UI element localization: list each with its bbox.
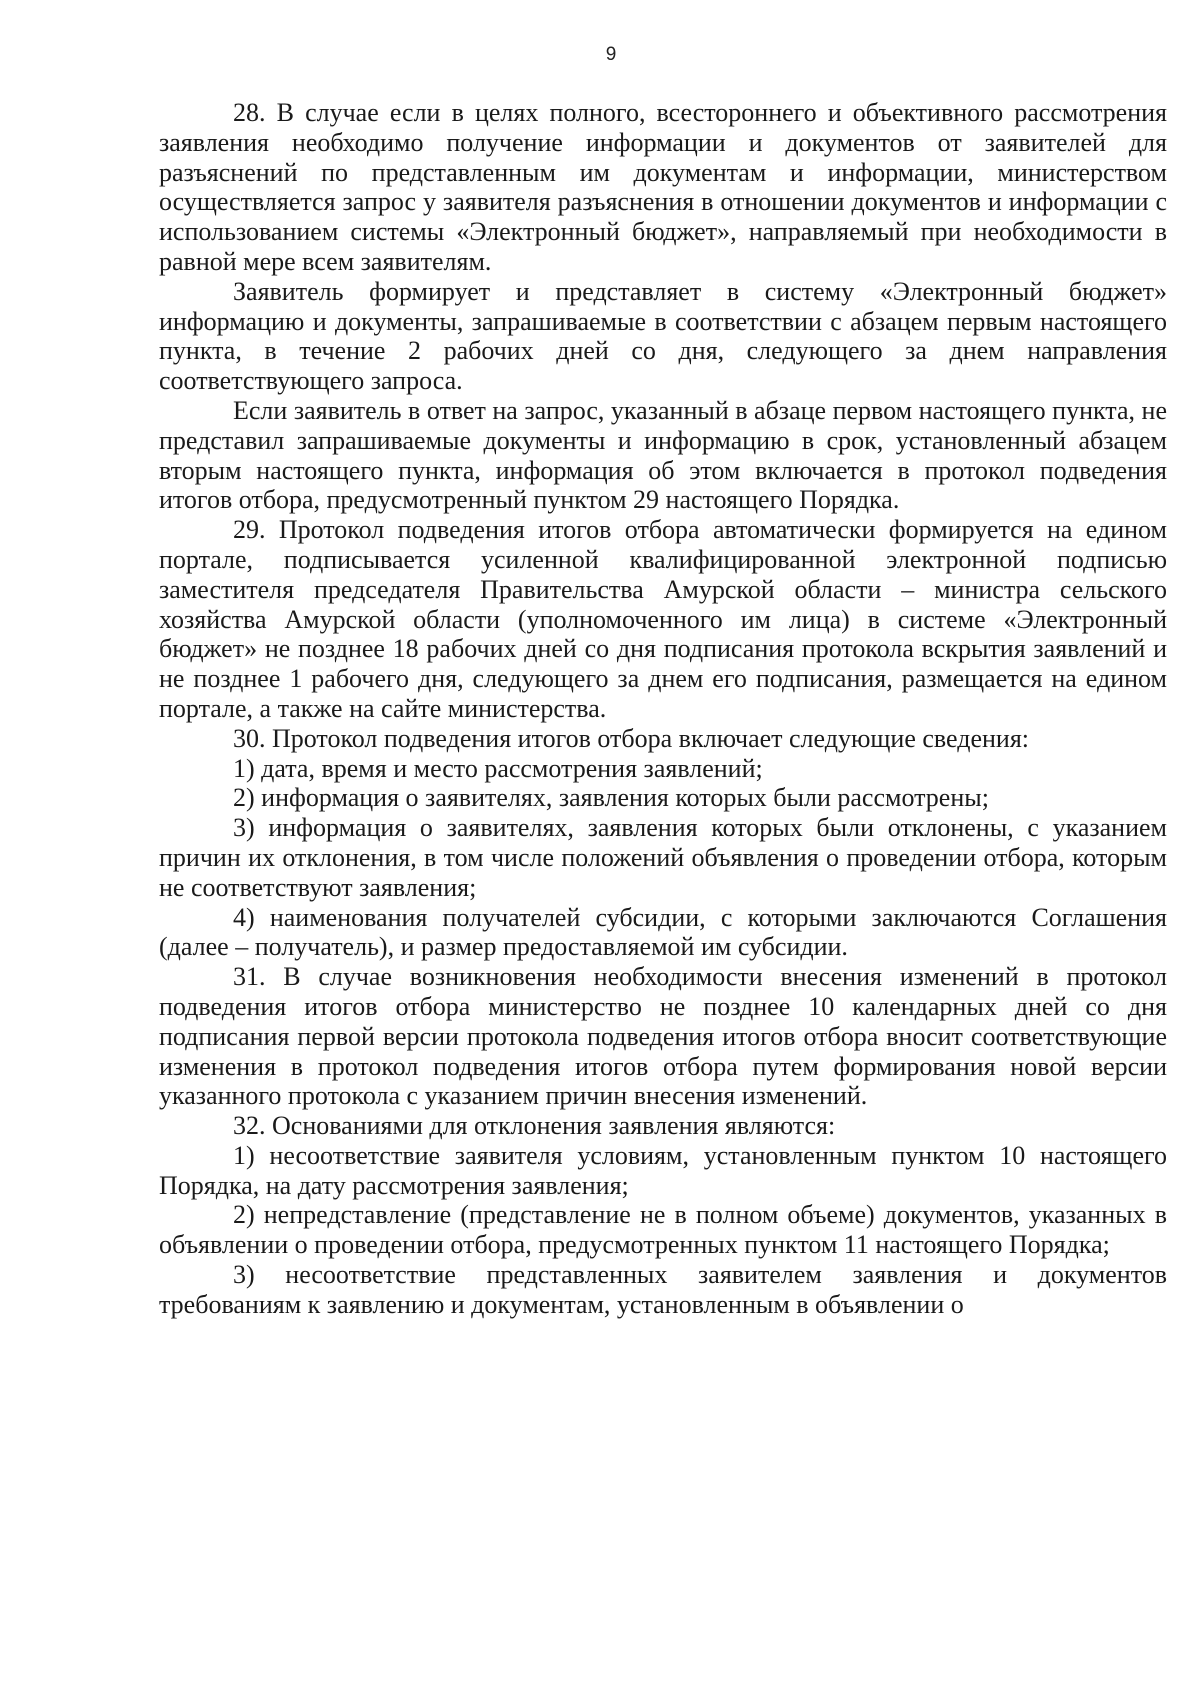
list-item-30-3: 3) информация о заявителях, заявления которых были отклонены, с указанием причин их отклонения, в том числе положений объявления о проведении отбора, которым не соответствуют заявления; [159,813,1167,902]
paragraph-28-applicant-response: Заявитель формирует и представляет в систему «Электронный бюджет» информацию и документы, запрашиваемые в соответствии с абзацем первым настоящего пункта, в течение 2 рабочих дней со дня, следующего за днем направления соответствующего запроса. [159,276,1167,396]
paragraph-28-no-response: Если заявитель в ответ на запрос, указанный в абзаце первом настоящего пункта, не представил запрашиваемые документы и информацию в срок, установленный абзацем вторым настоящего пункта, информация об этом включается в протокол подведения итогов отбора, предусмотренный пунктом 29 настоящего Порядка. [159,395,1167,515]
list-item-30-2: 2) информация о заявителях, заявления которых были рассмотрены; [233,783,989,813]
list-item-30-1: 1) дата, время и место рассмотрения заявлений; [233,753,763,783]
list-item-30-4: 4) наименования получателей субсидии, с которыми заключаются Соглашения (далее – получатель), и размер предоставляемой им субсидии. [159,902,1167,962]
list-item-32-1: 1) несоответствие заявителя условиям, установленным пунктом 10 настоящего Порядка, на дату рассмотрения заявления; [159,1140,1167,1200]
paragraph-29: 29. Протокол подведения итогов отбора автоматически формируется на едином портале, подписывается усиленной квалифицированной электронной подписью заместителя председателя Правительства Амурской области – министра сельского хозяйства Амурской области (уполномоченного им лица) в системе «Электронный бюджет» не позднее 18 рабочих дней со дня подписания протокола вскрытия заявлений и не позднее 1 рабочего дня, следующего за днем его подписания, размещается на едином портале, а также на сайте министерства. [159,515,1167,723]
paragraph-30: 30. Протокол подведения итогов отбора включает следующие сведения: [233,723,1029,753]
paragraph-31: 31. В случае возникновения необходимости внесения изменений в протокол подведения итогов отбора министерство не позднее 10 календарных дней со дня подписания первой версии протокола подведения итогов отбора вносит соответствующие изменения в протокол подведения итогов отбора путем формирования новой версии указанного протокола с указанием причин внесения изменений. [159,962,1167,1111]
paragraph-28: 28. В случае если в целях полного, всестороннего и объективного рассмотрения заявления необходимо получение информации и документов от заявителей для разъяснений по представленным им документам и информации, министерством осуществляется запрос у заявителя разъяснения в отношении документов и информации с использованием системы «Электронный бюджет», направляемый при необходимости в равной мере всем заявителям. [159,98,1167,276]
list-item-32-3: 3) несоответствие представленных заявителем заявления и документов требованиям к заявлению и документам, установленным в объявлении о [159,1260,1167,1319]
page-number: 9 [605,44,617,65]
document-body [159,98,1167,1320]
paragraph-32: 32. Основаниями для отклонения заявления являются: [233,1111,836,1141]
list-item-32-2: 2) непредставление (представление не в полном объеме) документов, указанных в объявлении о проведении отбора, предусмотренных пунктом 11 настоящего Порядка; [159,1200,1167,1260]
